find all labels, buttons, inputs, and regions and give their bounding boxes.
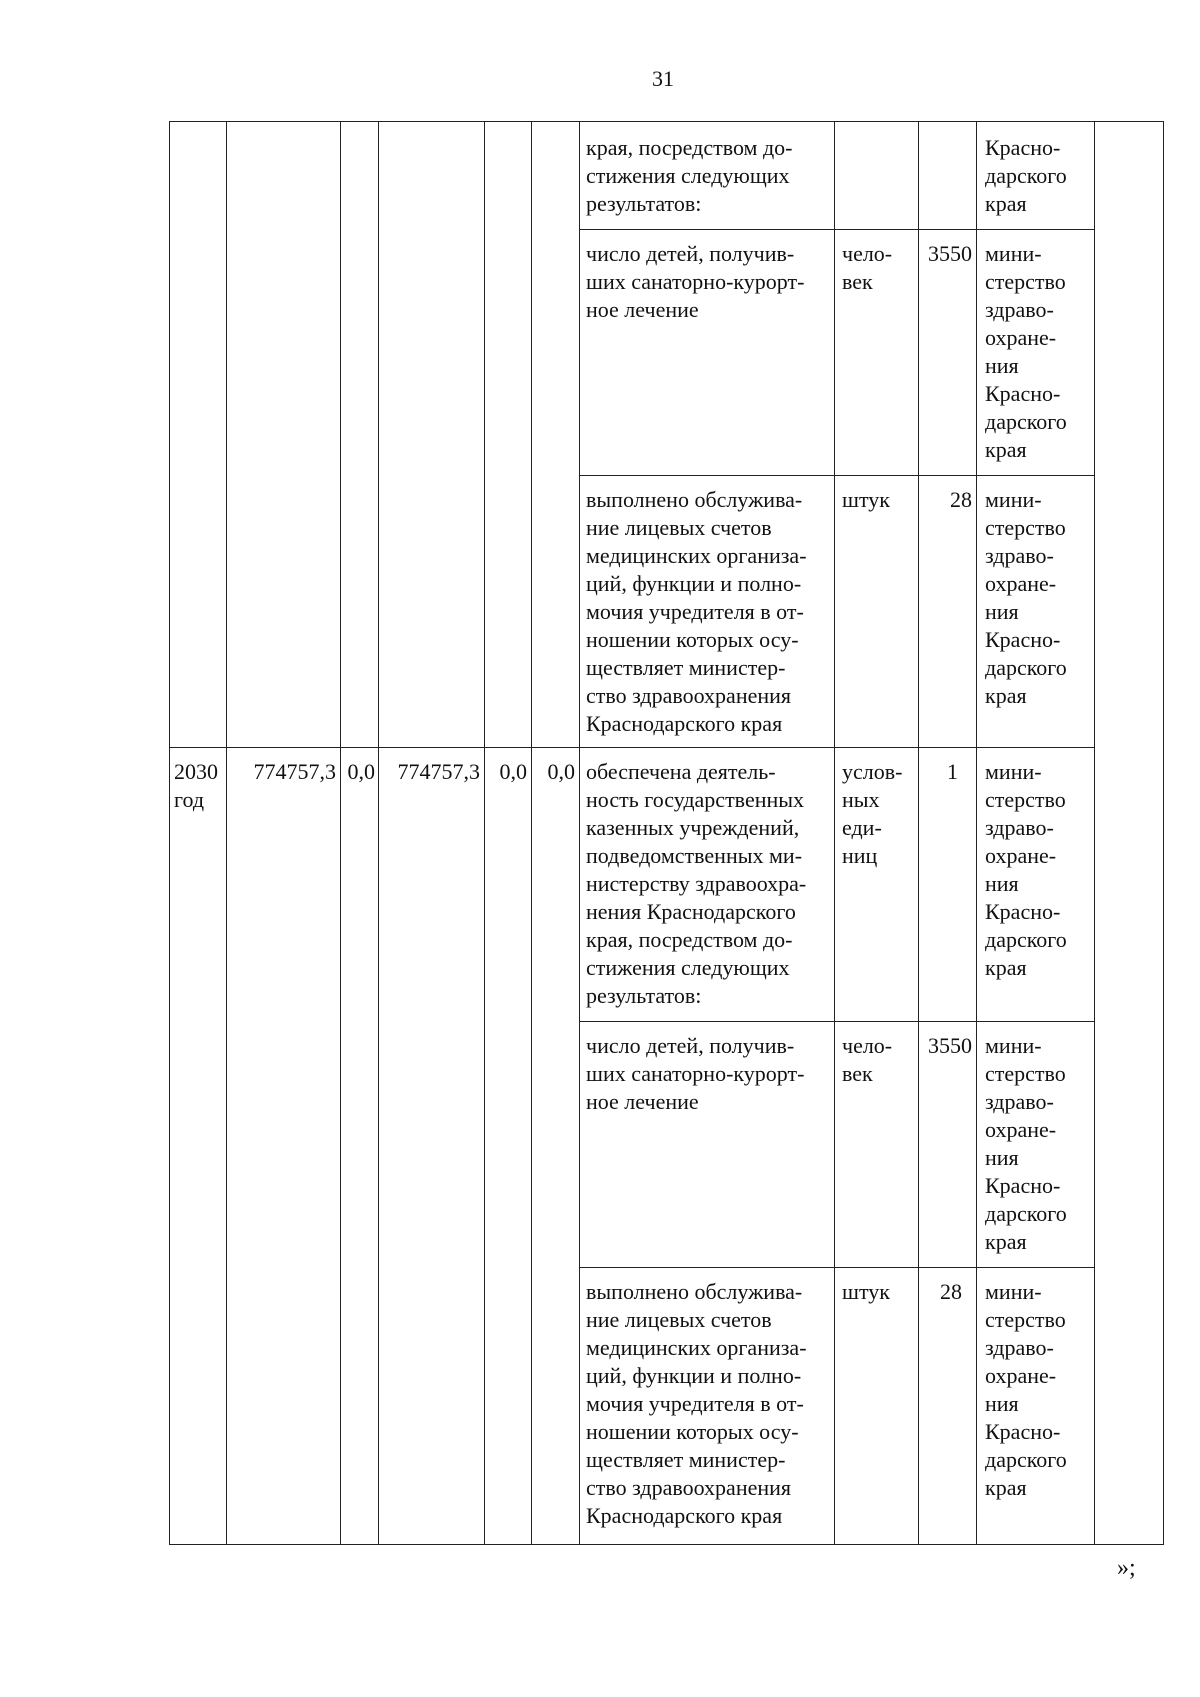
result-description: число детей, получив- ших санаторно-курорт- ное лечение — [586, 1033, 805, 1114]
column-border — [918, 121, 919, 1545]
result-responsible: мини- стерство здраво- охране- ния Красно- дарского края — [985, 1033, 1067, 1254]
row-divider — [579, 1267, 1094, 1268]
result-description: число детей, получив- ших санаторно-курорт- ное лечение — [586, 241, 805, 322]
total-cell: 774757,3 — [253, 759, 336, 784]
row-divider — [579, 1021, 1094, 1022]
result-unit: чело- век — [842, 1033, 893, 1086]
amount-cell: 0,0 — [547, 759, 575, 784]
column-border — [340, 121, 341, 1545]
result-value: 3550 — [928, 241, 972, 266]
closing-quote-mark: »; — [1117, 1555, 1136, 1581]
column-border — [226, 121, 227, 1545]
result-responsible: мини- стерство здраво- охране- ния Красно- дарского края — [985, 241, 1067, 462]
result-description: обеспечена деятель- ность государственных казенных учреждений, подведомственных ми- нистерству здравоохра- нения Краснодарского края, посредством до- стижения следующих результатов: — [586, 759, 807, 1008]
result-unit: штук — [842, 487, 890, 512]
result-responsible: мини- стерство здраво- охране- ния Красно- дарского края — [985, 759, 1067, 980]
year-cell: 2030 год — [174, 759, 218, 812]
table-top-border — [169, 121, 1163, 122]
page-number: 31 — [652, 66, 674, 91]
table-bottom-border — [169, 1544, 1163, 1545]
result-value: 3550 — [928, 1033, 972, 1058]
row-divider — [169, 747, 1094, 748]
column-border — [579, 121, 580, 1545]
column-border — [1163, 121, 1164, 1545]
column-border — [484, 121, 485, 1545]
amount-cell: 0,0 — [347, 759, 375, 784]
column-border — [1094, 121, 1095, 1545]
result-responsible: Красно- дарского края — [985, 135, 1067, 216]
result-value: 28 — [950, 487, 972, 512]
column-border — [834, 121, 835, 1545]
result-value: 1 — [947, 759, 958, 784]
result-unit: услов- ных еди- ниц — [842, 759, 903, 868]
column-border — [976, 121, 977, 1545]
result-responsible: мини- стерство здраво- охране- ния Красно- дарского края — [985, 1279, 1067, 1500]
result-unit: штук — [842, 1279, 890, 1304]
result-description: выполнено обслужива- ние лицевых счетов медицинских организа- ций, функции и полно- мочия учредителя в от- ношении которых осу- ществляет министер- ство здравоохранения Краснодарского края — [586, 487, 807, 736]
result-responsible: мини- стерство здраво- охране- ния Красно- дарского края — [985, 487, 1067, 708]
amount-cell: 0,0 — [499, 759, 527, 784]
column-border — [378, 121, 379, 1545]
row-divider — [579, 229, 1094, 230]
result-description: края, посредством до- стижения следующих результатов: — [586, 135, 793, 216]
result-unit: чело- век — [842, 241, 893, 294]
result-value: 28 — [940, 1279, 962, 1304]
result-description: выполнено обслужива- ние лицевых счетов медицинских организа- ций, функции и полно- мочия учредителя в от- ношении которых осу- ществляет министер- ство здравоохранения Краснодарского края — [586, 1279, 807, 1528]
row-divider — [579, 475, 1094, 476]
column-border — [169, 121, 170, 1545]
amount-cell: 774757,3 — [397, 759, 480, 784]
column-border — [531, 121, 532, 1545]
